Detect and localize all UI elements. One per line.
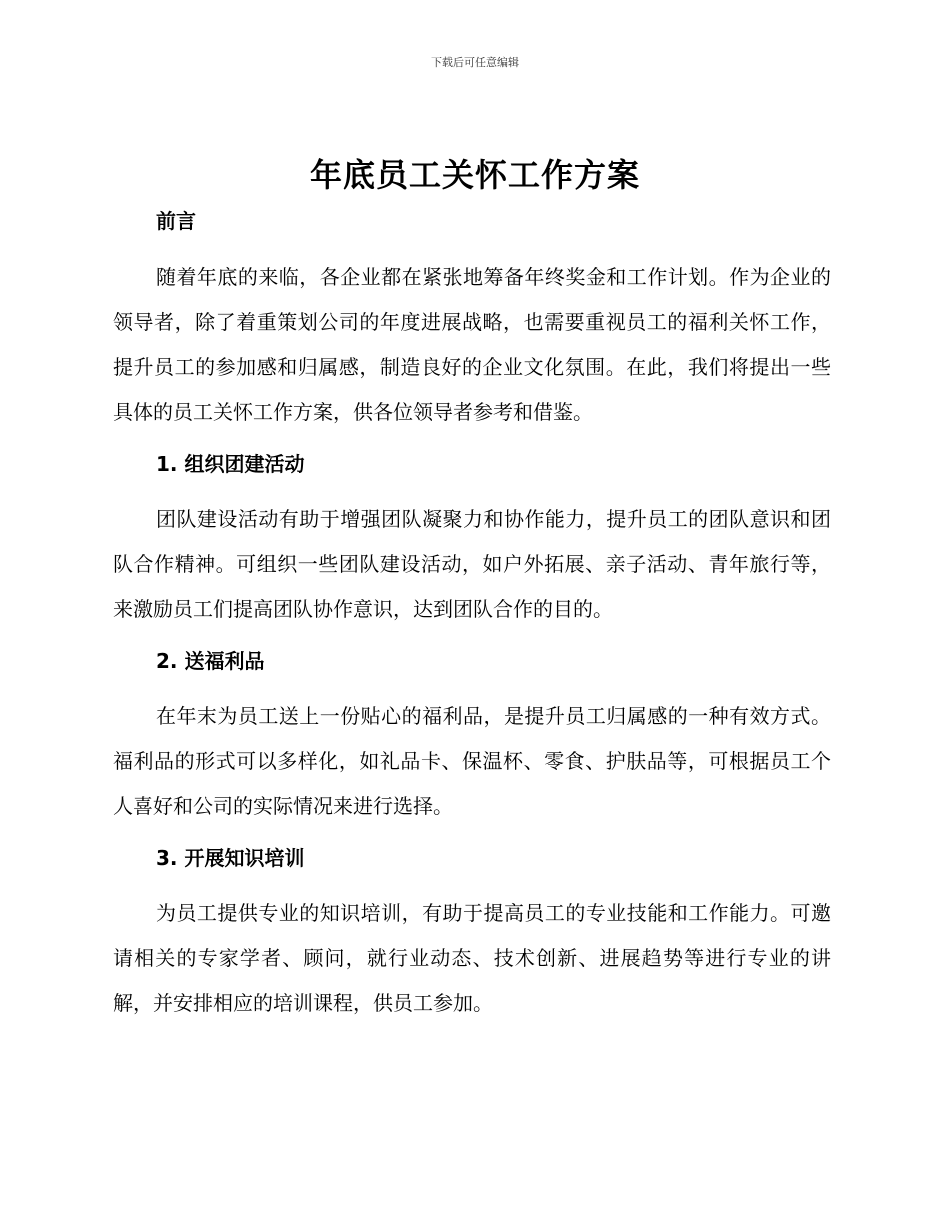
- section-paragraph-welfare-gifts: 在年末为员工送上一份贴心的福利品，是提升员工归属感的一种有效方式。福利品的形式可以多样化，如礼品卡、保温杯、零食、护肤品等，可根据员工个人喜好和公司的实际情况来进行选择。: [113, 704, 831, 818]
- section-heading-welfare-gifts: 2. 送福利品: [156, 649, 265, 673]
- document-body: [113, 201, 831, 1026]
- section-heading-preface: 前言: [156, 209, 196, 233]
- section-paragraph-preface: 随着年底的来临，各企业都在紧张地筹备年终奖金和工作计划。作为企业的领导者，除了着重策划公司的年度进展战略，也需要重视员工的福利关怀工作，提升员工的参加感和归属感，制造良好的企业文化氛围。在此，我们将提出一些具体的员工关怀工作方案，供各位领导者参考和借鉴。: [113, 265, 831, 424]
- section-heading-team-building: 1. 组织团建活动: [156, 452, 305, 476]
- section-heading-knowledge-training: 3. 开展知识培训: [156, 846, 305, 870]
- document-title: 年底员工关怀工作方案: [309, 156, 640, 194]
- header-note: 下载后可任意编辑: [431, 56, 519, 69]
- section-paragraph-knowledge-training: 为员工提供专业的知识培训，有助于提高员工的专业技能和工作能力。可邀请相关的专家学者、顾问，就行业动态、技术创新、进展趋势等进行专业的讲解，并安排相应的培训课程，供员工参加。: [113, 901, 831, 1015]
- section-paragraph-team-building: 团队建设活动有助于增强团队凝聚力和协作能力，提升员工的团队意识和团队合作精神。可组织一些团队建设活动，如户外拓展、亲子活动、青年旅行等，来激励员工们提高团队协作意识，达到团队合作的目的。: [113, 507, 831, 621]
